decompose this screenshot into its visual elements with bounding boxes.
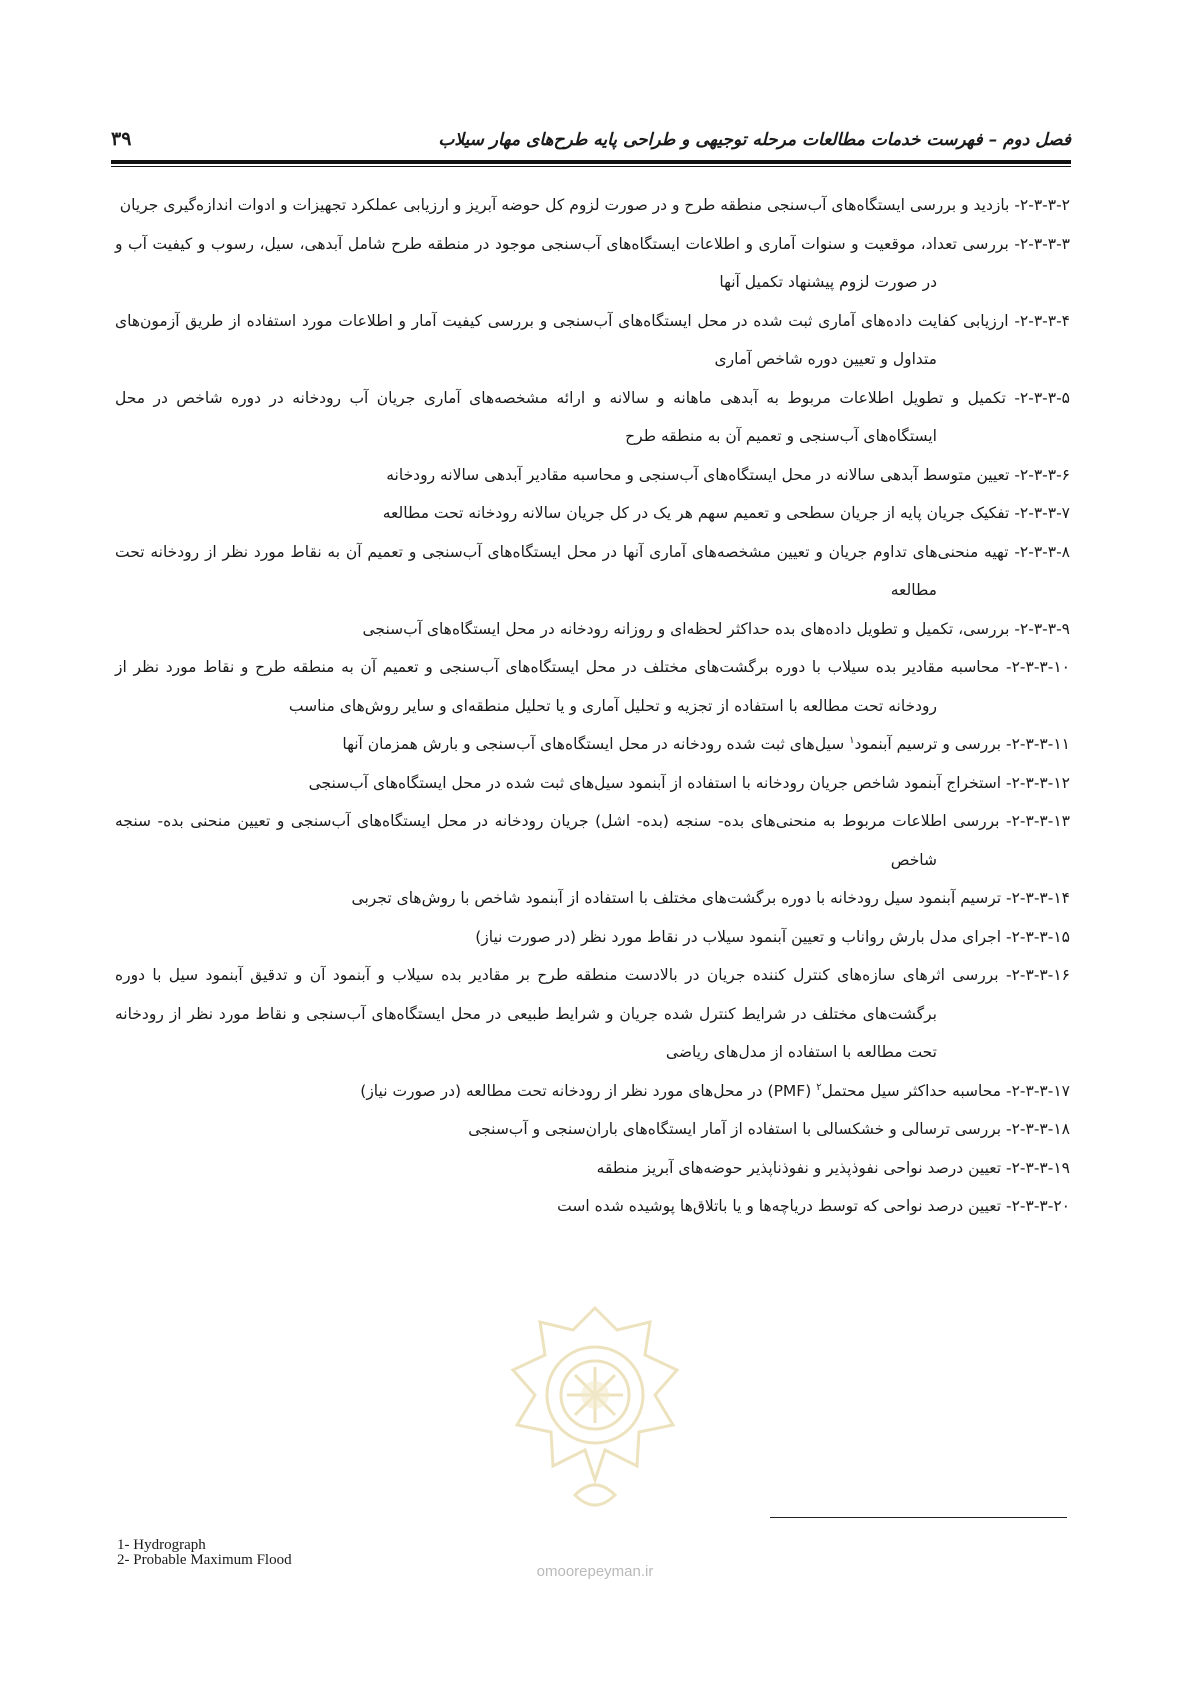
header-rule-thin <box>111 166 1071 167</box>
item-number: ۲-۳-۳-۹- <box>1014 619 1070 638</box>
item-number: ۲-۳-۳-۲۰- <box>1006 1197 1070 1215</box>
item-number: ۲-۳-۳-۱۶- <box>1006 966 1070 984</box>
list-item-17 <box>115 1072 1070 1111</box>
footnotes <box>117 1538 292 1568</box>
item-number: ۲-۳-۳-۱۷- <box>1006 1081 1070 1100</box>
item-number: ۲-۳-۳-۶- <box>1014 465 1070 484</box>
list-item-6 <box>115 456 1070 495</box>
list-item-19 <box>115 1149 1070 1188</box>
seal-logo-icon <box>505 1300 685 1535</box>
item-number: ۲-۳-۳-۱۱- <box>1006 735 1070 753</box>
item-text: استخراج آبنمود شاخص جریان رودخانه با استفاده از آبنمود سیل‌های ثبت شده در محل ایستگاه‌های آب‌سنجی <box>308 773 1006 792</box>
list-item-8 <box>115 533 1070 610</box>
item-text: تکمیل و تطویل اطلاعات مربوط به آبدهی ماهانه و سالانه و ارائه مشخصه‌های آماری جریان آب رودخانه در دوره شاخص در محل ایستگاه‌های آب‌سنجی و تعمیم آن به منطقه طرح <box>115 388 1015 445</box>
item-text: ارزیابی کفایت داده‌های آماری ثبت شده در محل ایستگاه‌های آب‌سنجی و بررسی کیفیت آمار و اطلاعات مورد استفاده از طریق آزمون‌های متداول و تعیین دوره شاخص آماری <box>115 311 1015 368</box>
item-text: بررسی و ترسیم آبنمود <box>854 735 1006 753</box>
list-item-13 <box>115 802 1070 879</box>
footnote-divider <box>770 1517 1067 1518</box>
footnote-2: 2- Probable Maximum Flood <box>117 1552 292 1568</box>
list-item-16 <box>115 956 1070 1072</box>
item-number: ۲-۳-۳-۱۰- <box>1006 658 1070 676</box>
item-number: ۲-۳-۳-۱۳- <box>1006 812 1070 830</box>
item-number: ۲-۳-۳-۳- <box>1014 234 1070 253</box>
list-item-15 <box>115 918 1070 957</box>
item-text: (PMF) در محل‌های مورد نظر از رودخانه تحت مطالعه (در صورت نیاز) <box>360 1081 817 1100</box>
item-number: ۲-۳-۳-۱۹- <box>1006 1158 1070 1177</box>
item-text: تفکیک جریان پایه از جریان سطحی و تعمیم سهم هر یک در کل جریان سالانه رودخانه تحت مطالعه <box>382 504 1015 522</box>
header-rule-thick <box>111 160 1071 164</box>
item-number: ۲-۳-۳-۷- <box>1014 504 1070 522</box>
item-text: بررسی اثرهای سازه‌های کنترل کننده جریان در بالادست منطقه طرح بر مقادیر بده سیلاب و آبنمود آن و تدقیق آبنمود سیل با دوره برگشت‌های مختلف در شرایط کنترل شده جریان و شرایط طبیعی در محل ایستگاه‌های آب‌سنجی و نقاط مورد نظر از رودخانه تحت مطالعه با استفاده از مدل‌های ریاضی <box>115 966 1006 1061</box>
item-number: ۲-۳-۳-۸- <box>1014 542 1070 561</box>
list-item-18 <box>115 1110 1070 1149</box>
item-text: سیل‌های ثبت شده رودخانه در محل ایستگاه‌های آب‌سنجی و بارش همزمان آنها <box>342 735 850 753</box>
item-number: ۲-۳-۳-۱۸- <box>1006 1120 1070 1138</box>
item-text: تهیه منحنی‌های تداوم جریان و تعیین مشخصه‌های آماری آنها در محل ایستگاه‌های آب‌سنجی و تعمیم آن به نقاط مورد نظر از رودخانه تحت مطالعه <box>115 542 1015 599</box>
item-number: ۲-۳-۳-۱۵- <box>1006 927 1070 946</box>
list-item-2 <box>115 186 1070 225</box>
list-item-5 <box>115 379 1070 456</box>
footnote-marker: ۲ <box>816 1081 822 1093</box>
list-item-3 <box>115 225 1070 302</box>
item-number: ۲-۳-۳-۲- <box>1014 196 1070 214</box>
content-list <box>115 186 1070 1226</box>
list-item-10 <box>115 648 1070 725</box>
list-item-9 <box>115 610 1070 649</box>
page-header <box>111 128 1071 162</box>
item-text: تعیین درصد نواحی که توسط دریاچه‌ها و یا باتلاق‌ها پوشیده شده است <box>557 1197 1006 1215</box>
item-text: بررسی، تکمیل و تطویل داده‌های بده حداکثر لحظه‌ای و روزانه رودخانه در محل ایستگاه‌های آب‌سنجی <box>362 619 1015 638</box>
item-text: محاسبه حداکثر سیل محتمل <box>821 1081 1006 1100</box>
list-item-7 <box>115 494 1070 533</box>
list-item-14 <box>115 879 1070 918</box>
item-number: ۲-۳-۳-۴- <box>1014 311 1070 330</box>
item-number: ۲-۳-۳-۵- <box>1014 388 1070 407</box>
list-item-4 <box>115 302 1070 379</box>
item-number: ۲-۳-۳-۱۴- <box>1006 889 1070 907</box>
list-item-12 <box>115 764 1070 803</box>
watermark-url: omoorepeyman.ir <box>536 1563 654 1580</box>
item-text: بررسی ترسالی و خشکسالی با استفاده از آمار ایستگاه‌های باران‌سنجی و آب‌سنجی <box>468 1120 1006 1138</box>
footnote-1: 1- Hydrograph <box>117 1537 206 1553</box>
chapter-title: فصل دوم – فهرست خدمات مطالعات مرحله توجیهی و طراحی پایه طرح‌های مهار سیلاب <box>438 130 1071 150</box>
list-item-20 <box>115 1187 1070 1226</box>
item-text: بررسی اطلاعات مربوط به منحنی‌های بده- سنجه (بده- اشل) جریان رودخانه در محل ایستگاه‌های آب‌سنجی و تعیین منحنی بده- سنجه شاخص <box>115 812 1006 869</box>
item-text: محاسبه مقادیر بده سیلاب با دوره برگشت‌های مختلف در محل ایستگاه‌های آب‌سنجی و تعمیم آن به منطقه طرح و نقاط مورد نظر از رودخانه تحت مطالعه با استفاده از تجزیه و تحلیل آماری و یا تحلیل منطقه‌ای و سایر روش‌های مناسب <box>115 658 1006 715</box>
item-text: بازدید و بررسی ایستگاه‌های آب‌سنجی منطقه طرح و در صورت لزوم کل حوضه آبریز و ارزیابی عملکرد تجهیزات و ادوات اندازه‌گیری جریان <box>119 196 1015 214</box>
footnote-marker: ۱ <box>849 734 855 746</box>
item-text: ترسیم آبنمود سیل رودخانه با دوره برگشت‌های مختلف با استفاده از آبنمود شاخص با روش‌های تجربی <box>351 889 1006 907</box>
item-text: تعیین متوسط آبدهی سالانه در محل ایستگاه‌های آب‌سنجی و محاسبه مقادیر آبدهی سالانه رودخانه <box>386 465 1015 484</box>
item-text: اجرای مدل بارش رواناب و تعیین آبنمود سیلاب در نقاط مورد نظر (در صورت نیاز) <box>475 927 1006 946</box>
page-number: ۳۹ <box>111 128 132 150</box>
list-item-11 <box>115 725 1070 764</box>
item-number: ۲-۳-۳-۱۲- <box>1006 773 1070 792</box>
item-text: بررسی تعداد، موقعیت و سنوات آماری و اطلاعات ایستگاه‌های آب‌سنجی موجود در منطقه طرح شامل آبدهی، سیل، رسوب و کیفیت آب و در صورت لزوم پیشنهاد تکمیل آنها <box>115 234 1015 291</box>
item-text: تعیین درصد نواحی نفوذپذیر و نفوذناپذیر حوضه‌های آبریز منطقه <box>596 1158 1006 1177</box>
